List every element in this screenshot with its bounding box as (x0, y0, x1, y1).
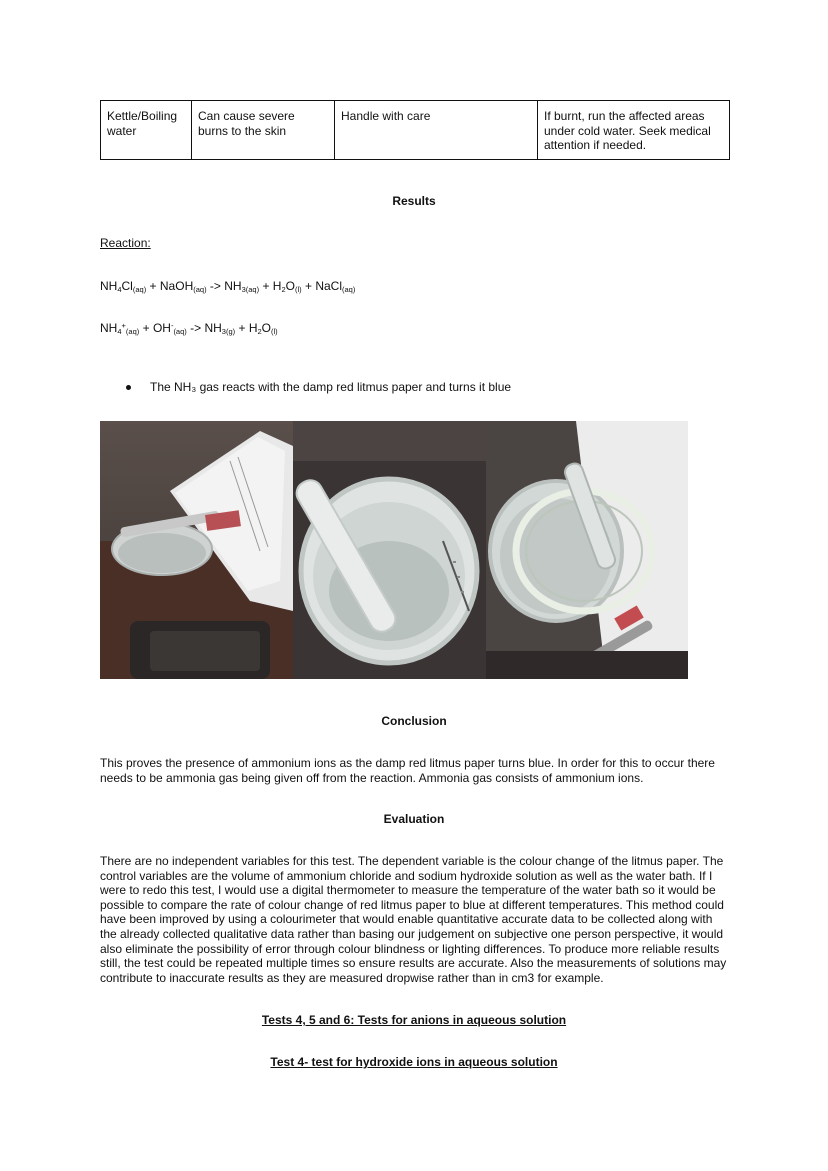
equation-2: $NH_4^+_{(aq)} + OH^-_{(aq)} -> NH_{3(g)} + H_2O_{(l)}$ (100, 321, 278, 336)
test4-heading: Test 4- test for hydroxide ions in aqueous solution (270, 1055, 558, 1069)
risk-cell: Can cause severe burns to the skin (192, 101, 335, 160)
photo-beaker-2 (293, 421, 486, 679)
equation-1: $NH_4Cl_{(aq)}$ + NaOH$_{(aq)}$ -> $NH_{3(aq)} + H_2O_{(l)}$ + NaCl$_{(aq)}$ (100, 279, 356, 294)
results-heading: Results (392, 194, 436, 208)
risk-table (100, 100, 730, 160)
evaluation-text: There are no independent variables for this test. The dependent variable is the colour change of the litmus paper. The control variables are the volume of ammonium chloride and sodium hydroxide solution as well as the water bath. If I were to redo this test, I would use a digital thermometer to measure the temperature of the water bath so it would be possible to compare the rate of colour change of red litmus paper to blue at different temperatures. This method could have been improved by using a colourimeter that would enable quantitative accurate data to be collected along with the already collected qualitative data rather than basing our judgement on subjective one person perspective, it would also eliminate the possibility of error through colour blindness or lighting differences. To produce more reliable results still, the test could be repeated multiple times so ensure results are accurate. Also the measurements of solutions may contribute to inaccurate results as they are measured dropwise rather than in cm3 for example. (100, 854, 727, 985)
hazard-cell: Kettle/Boiling water (101, 101, 192, 160)
precaution-cell: Handle with care (335, 101, 538, 160)
tests-heading: Tests 4, 5 and 6: Tests for anions in aqueous solution (261, 1013, 567, 1027)
table-row (101, 101, 730, 160)
emergency-cell: If burnt, run the affected areas under cold water. Seek medical attention if needed. (538, 101, 730, 160)
photo-beaker-3 (486, 421, 688, 679)
conclusion-text: This proves the presence of ammonium ions as the damp red litmus paper turns blue. In order for this to occur there needs to be ammonia gas being given off from the reaction. Ammonia gas consists of ammonium ions. (100, 756, 715, 785)
conclusion-heading: Conclusion (381, 714, 447, 728)
bullet-dot (126, 385, 131, 390)
reaction-label: Reaction: (100, 236, 151, 250)
result-bullet-text: The NH₃ gas reacts with the damp red litmus paper and turns it blue (150, 380, 512, 394)
evaluation-heading: Evaluation (383, 812, 445, 826)
photo-beaker-1 (100, 421, 293, 679)
